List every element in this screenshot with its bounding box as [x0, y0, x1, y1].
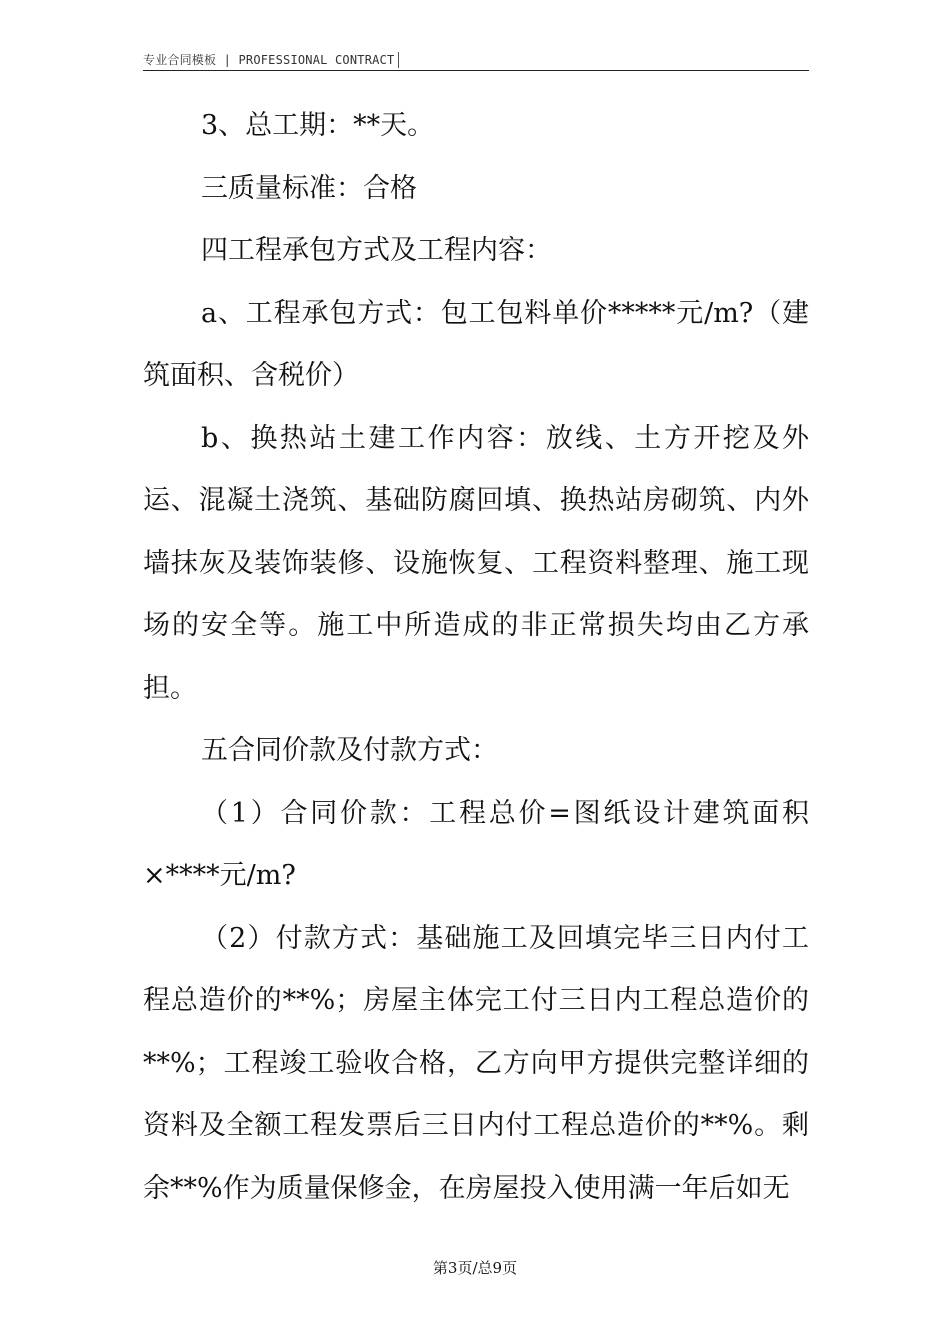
header-label: 专业合同模板 | PROFESSIONAL CONTRACT — [143, 52, 399, 68]
page-header — [143, 50, 809, 71]
paragraph-contract-method-heading: 四工程承包方式及工程内容： — [201, 235, 552, 266]
paragraph-work-scope: b、换热站土建工作内容：放线、土方开挖及外运、混凝土浇筑、基础防腐回填、换热站房砌筑、内外墙抹灰及装饰装修、设施恢复、工程资料整理、施工现场的安全等。施工中所造成的非正常损失均由乙方承担。 — [143, 422, 809, 704]
paragraph-total-duration: 3、总工期：**天。 — [201, 110, 435, 141]
paragraph-price-payment-heading: 五合同价款及付款方式： — [201, 735, 498, 766]
paragraph-contract-method: a、工程承包方式：包工包料单价*****元/m?（建筑面积、含税价） — [143, 297, 809, 391]
paragraph-contract-price: （1）合同价款：工程总价=图纸设计建筑面积×****元/m? — [143, 797, 809, 891]
document-body — [143, 95, 809, 1220]
page-number: 第3页/总9页 — [432, 1259, 518, 1277]
paragraph-payment-method: （2）付款方式：基础施工及回填完毕三日内付工程总造价的**%；房屋主体完工付三日内工程总造价的**%；工程竣工验收合格，乙方向甲方提供完整详细的资料及全额工程发票后三日内付工程总造价的**%。剩余**%作为质量保修金，在房屋投入使用满一年后如无 — [143, 922, 809, 1204]
paragraph-quality-standard: 三质量标准：合格 — [201, 172, 417, 204]
